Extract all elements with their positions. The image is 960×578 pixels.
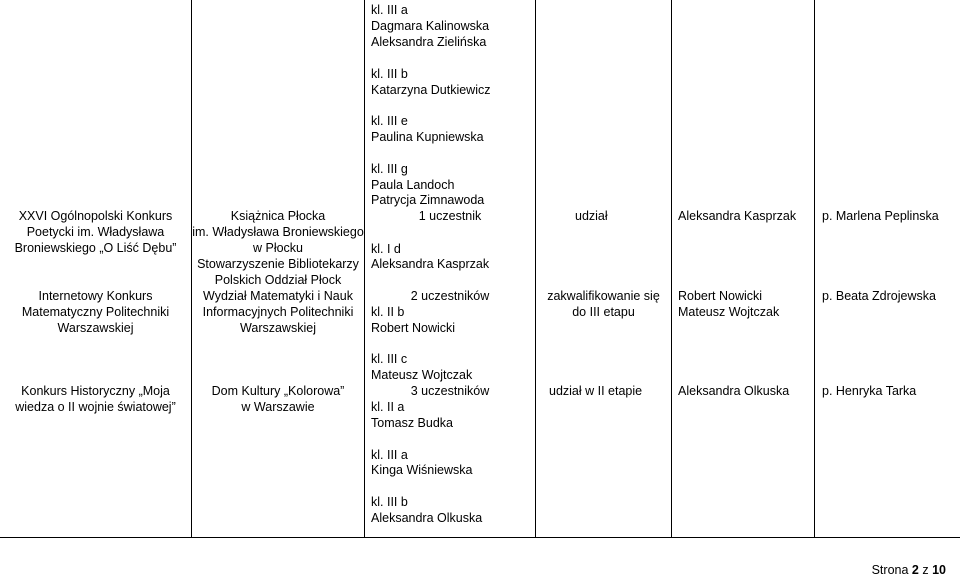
column-divider <box>814 0 815 537</box>
student-class: kl. III b <box>371 67 408 81</box>
winner-name: Aleksandra Olkuska <box>678 384 790 398</box>
column-divider <box>671 0 672 537</box>
student-name: Paula Landoch <box>371 178 455 192</box>
student-name: Aleksandra Kasprzak <box>371 257 490 271</box>
organizer-name: Książnica Płocka im. Władysława Broniewskiego w Płocku Stowarzyszenie Bibliotekarzy Polskich Oddział Płock <box>192 209 364 287</box>
student-name: Dagmara Kalinowska <box>371 19 490 33</box>
student-class: kl. II b <box>371 305 405 319</box>
student-name: Mateusz Wojtczak <box>371 368 473 382</box>
competition-name: Internetowy Konkurs Matematyczny Politechniki Warszawskiej <box>21 289 170 335</box>
student-class: kl. I d <box>371 242 401 256</box>
teacher-name: p. Marlena Peplinska <box>822 209 939 223</box>
student-name: Tomasz Budka <box>371 416 453 430</box>
student-name: Robert Nowicki <box>371 321 456 335</box>
teacher-name: p. Beata Zdrojewska <box>822 289 936 303</box>
winner-name: Mateusz Wojtczak <box>678 305 780 319</box>
student-class: kl. III e <box>371 114 408 128</box>
student-name: Patrycja Zimnawoda <box>371 193 485 207</box>
competition-name: XXVI Ogólnopolski Konkurs Poetycki im. Władysława Broniewskiego „O Liść Dębu” <box>14 209 177 255</box>
result: udział <box>575 209 608 223</box>
student-class: kl. III g <box>371 162 408 176</box>
column-divider <box>535 0 536 537</box>
winner-name: Robert Nowicki <box>678 289 763 303</box>
column-divider <box>364 0 365 537</box>
organizer-name: Dom Kultury „Kolorowa” w Warszawie <box>211 384 345 414</box>
student-name: Paulina Kupniewska <box>371 130 484 144</box>
student-name: Katarzyna Dutkiewicz <box>371 83 491 97</box>
student-name: Aleksandra Olkuska <box>371 511 483 525</box>
result: zakwalifikowanie się do III etapu <box>547 289 660 319</box>
student-class: kl. III a <box>371 448 408 462</box>
page-number: Strona 2 z 10 <box>871 563 946 577</box>
competition-name: Konkurs Historyczny „Moja wiedza o II wojnie światowej” <box>15 384 176 414</box>
organizer-name: Wydział Matematyki i Nauk Informacyjnych Politechniki Warszawskiej <box>202 289 354 335</box>
result: udział w II etapie <box>549 384 643 398</box>
participant-count: 1 uczestnik <box>418 209 482 223</box>
student-class: kl. III b <box>371 495 408 509</box>
student-name: Aleksandra Zielińska <box>371 35 487 49</box>
student-name: Kinga Wiśniewska <box>371 463 473 477</box>
student-class: kl. II a <box>371 400 405 414</box>
participant-count: 3 uczestników <box>410 384 490 398</box>
winner-name: Aleksandra Kasprzak <box>678 209 797 223</box>
student-class: kl. III c <box>371 352 408 366</box>
participant-count: 2 uczestników <box>410 289 490 303</box>
student-class: kl. III a <box>371 3 408 17</box>
row-divider <box>0 537 960 538</box>
teacher-name: p. Henryka Tarka <box>822 384 917 398</box>
